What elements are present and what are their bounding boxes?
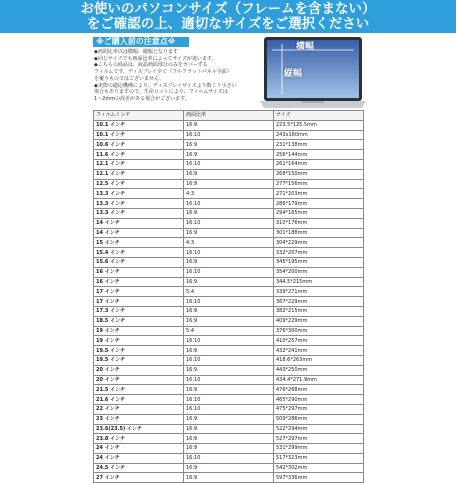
table-row xyxy=(94,130,364,140)
cell-inch: 23 インチ xyxy=(94,414,184,424)
table-row xyxy=(94,375,364,385)
cell-inch: 19.5 インチ xyxy=(94,355,184,365)
cell-ratio: 4:3 xyxy=(184,189,274,199)
cell-ratio: 16:10 xyxy=(184,218,274,228)
cell-ratio: 16:9 xyxy=(184,414,274,424)
notice-label: ※ご購入前の注意点※ xyxy=(93,37,189,47)
cell-inch: 27 インチ xyxy=(94,473,184,483)
cell-inch: 13.3 インチ xyxy=(94,189,184,199)
cell-size: 418.6*263mm xyxy=(274,355,364,365)
table-row xyxy=(94,444,364,454)
cell-size: 432*241mm xyxy=(274,346,364,356)
cell-ratio: 16:9 xyxy=(184,444,274,454)
cell-size: 294*165mm xyxy=(274,208,364,218)
table-row xyxy=(94,287,364,297)
cell-inch: 24 インチ xyxy=(94,453,184,463)
cell-inch: 15 インチ xyxy=(94,238,184,248)
cell-ratio: 16:9 xyxy=(184,208,274,218)
cell-inch: 20 インチ xyxy=(94,375,184,385)
cell-inch: 17.3 インチ xyxy=(94,306,184,316)
cell-size: 434.4*271.9mm xyxy=(274,375,364,385)
cell-inch: 24.5 インチ xyxy=(94,463,184,473)
cell-inch: 15.6 インチ xyxy=(94,257,184,267)
table-row xyxy=(94,228,364,238)
table-row xyxy=(94,473,364,483)
cell-inch: 12.1 インチ xyxy=(94,169,184,179)
cell-size: 475*297mm xyxy=(274,404,364,414)
table-body xyxy=(94,120,364,482)
table-row xyxy=(94,238,364,248)
cell-ratio: 16:10 xyxy=(184,248,274,258)
header-title-line1: お使いのパソコンサイズ（フレームを含まない） xyxy=(80,1,376,17)
cell-ratio: 16:10 xyxy=(184,297,274,307)
cell-ratio: 16:9 xyxy=(184,346,274,356)
table-row xyxy=(94,336,364,346)
cell-size: 409*229mm xyxy=(274,316,364,326)
table-row xyxy=(94,306,364,316)
cell-ratio: 16:10 xyxy=(184,355,274,365)
table-row xyxy=(94,316,364,326)
cell-size: 223.5*125.5mm xyxy=(274,120,364,130)
cell-ratio: 16:9 xyxy=(184,120,274,130)
cell-size: 304*229mm xyxy=(274,238,364,248)
cell-size: 410*257mm xyxy=(274,336,364,346)
cell-size: 465*290mm xyxy=(274,395,364,405)
cell-ratio: 16:10 xyxy=(184,375,274,385)
cell-ratio: 16:9 xyxy=(184,257,274,267)
cell-inch: 10.1 インチ xyxy=(94,120,184,130)
cell-ratio: 16:10 xyxy=(184,159,274,169)
cell-size: 310*176mm xyxy=(274,218,364,228)
cell-ratio: 16:9 xyxy=(184,365,274,375)
table-row xyxy=(94,267,364,277)
cell-inch: 14 インチ xyxy=(94,218,184,228)
cell-inch: 22 インチ xyxy=(94,404,184,414)
cell-inch: 21.6 インチ xyxy=(94,395,184,405)
cell-ratio: 16:10 xyxy=(184,130,274,140)
cell-ratio: 16:9 xyxy=(184,150,274,160)
cell-inch: 17 インチ xyxy=(94,297,184,307)
cell-size: 476*268mm xyxy=(274,385,364,395)
table-row xyxy=(94,395,364,405)
cell-ratio: 16:10 xyxy=(184,453,274,463)
cell-inch: 23.6(23.5) インチ xyxy=(94,424,184,434)
cell-inch: 23.8 インチ xyxy=(94,434,184,444)
cell-ratio: 16:9 xyxy=(184,228,274,238)
cell-size: 522*294mm xyxy=(274,424,364,434)
cell-ratio: 16:9 xyxy=(184,473,274,483)
cell-ratio: 5:4 xyxy=(184,326,274,336)
notice-list xyxy=(94,49,254,103)
cell-size: 243x160mm xyxy=(274,130,364,140)
table-row xyxy=(94,140,364,150)
cell-size: 443*250mm xyxy=(274,365,364,375)
table-row xyxy=(94,208,364,218)
cell-inch: 16 インチ xyxy=(94,267,184,277)
horizontal-label: 横幅 xyxy=(296,42,315,52)
cell-size: 332*207mm xyxy=(274,248,364,258)
cell-size: 301*188mm xyxy=(274,228,364,238)
notice-line: 1〜2mmの誤差がある場合がございます。 xyxy=(94,95,190,102)
table-row xyxy=(94,365,364,375)
cell-ratio: 16:10 xyxy=(184,336,274,346)
table-row xyxy=(94,385,364,395)
cell-size: 286*179mm xyxy=(274,199,364,209)
cell-inch: 18.5 インチ xyxy=(94,316,184,326)
cell-size: 367*229mm xyxy=(274,297,364,307)
cell-ratio: 16:9 xyxy=(184,277,274,287)
cell-inch: 11.6 インチ xyxy=(94,150,184,160)
table-header-row xyxy=(94,111,364,121)
cell-size: 256*144mm xyxy=(274,150,364,160)
table-row xyxy=(94,463,364,473)
cell-size: 268*150mm xyxy=(274,169,364,179)
cell-size: 344.5*215mm xyxy=(274,277,364,287)
cell-inch: 16 インチ xyxy=(94,277,184,287)
laptop-illustration xyxy=(258,34,368,112)
cell-inch: 17 インチ xyxy=(94,287,184,297)
table-row xyxy=(94,248,364,258)
vertical-label: 縦幅 xyxy=(284,69,303,79)
column-header-ratio: 画面比率 xyxy=(184,111,274,121)
notice-line: ◆こちらの商品は、液晶画面部分のみをカバーする xyxy=(94,62,208,69)
cell-inch: 13.3 インチ xyxy=(94,208,184,218)
cell-ratio: 16:9 xyxy=(184,434,274,444)
header-banner xyxy=(0,0,456,33)
table-row xyxy=(94,150,364,160)
table-row xyxy=(94,277,364,287)
table-row xyxy=(94,179,364,189)
cell-inch: 14 インチ xyxy=(94,228,184,238)
notice-line: ◆画面比率以は横幅：縦幅となります xyxy=(94,49,178,55)
cell-inch: 24 インチ xyxy=(94,444,184,454)
cell-ratio: 16:9 xyxy=(184,306,274,316)
table-row xyxy=(94,453,364,463)
cell-size: 271*203mm xyxy=(274,189,364,199)
cell-inch: 12.5 インチ xyxy=(94,179,184,189)
column-header-inch: フィルムインチ xyxy=(94,111,184,121)
cell-ratio: 16:9 xyxy=(184,169,274,179)
size-table xyxy=(93,110,364,483)
cell-size: 261*164mm xyxy=(274,159,364,169)
table-row xyxy=(94,297,364,307)
table-row xyxy=(94,355,364,365)
notice-line: ◆実際の適応機種により、ディスプレイサイズより数ミリ小さい xyxy=(94,82,237,89)
notice-line: を覆うものではございません。 xyxy=(94,75,165,82)
table-row xyxy=(94,199,364,209)
cell-inch: 19 インチ xyxy=(94,336,184,346)
cell-inch: 10.6 インチ xyxy=(94,140,184,150)
table-row xyxy=(94,414,364,424)
cell-ratio: 16:9 xyxy=(184,463,274,473)
cell-inch: 19 インチ xyxy=(94,326,184,336)
cell-ratio: 16:10 xyxy=(184,404,274,414)
header-title-line2: をご確認の上、適切なサイズをご選択ください xyxy=(86,16,370,32)
cell-size: 517*323mm xyxy=(274,453,364,463)
cell-ratio: 16:10 xyxy=(184,395,274,405)
cell-ratio: 16:10 xyxy=(184,267,274,277)
cell-inch: 15.4 インチ xyxy=(94,248,184,258)
table-row xyxy=(94,120,364,130)
cell-ratio: 16:10 xyxy=(184,199,274,209)
table-row xyxy=(94,326,364,336)
cell-ratio: 16:9 xyxy=(184,385,274,395)
cell-inch: 13.3 インチ xyxy=(94,199,184,209)
cell-size: 542*302mm xyxy=(274,463,364,473)
cell-size: 345*195mm xyxy=(274,257,364,267)
notice-line: フィルムです。ディスプレイ全て（フルフラットパネル全面） xyxy=(94,69,232,76)
table-row xyxy=(94,434,364,444)
column-header-size: サイズ xyxy=(274,111,364,121)
cell-inch: 19.5 インチ xyxy=(94,346,184,356)
cell-inch: 10.1 インチ xyxy=(94,130,184,140)
cell-ratio: 5:4 xyxy=(184,287,274,297)
table-row xyxy=(94,169,364,179)
table-row xyxy=(94,189,364,199)
cell-size: 339*271mm xyxy=(274,287,364,297)
cell-ratio: 4:3 xyxy=(184,238,274,248)
table-row xyxy=(94,346,364,356)
cell-size: 231*138mm xyxy=(274,140,364,150)
cell-size: 376*300mm xyxy=(274,326,364,336)
cell-ratio: 16:9 xyxy=(184,140,274,150)
cell-size: 531*299mm xyxy=(274,444,364,454)
cell-ratio: 16:9 xyxy=(184,179,274,189)
cell-size: 527*297mm xyxy=(274,434,364,444)
table-row xyxy=(94,257,364,267)
cell-ratio: 16:9 xyxy=(184,424,274,434)
cell-size: 597*336mm xyxy=(274,473,364,483)
table-row xyxy=(94,424,364,434)
cell-size: 277*156mm xyxy=(274,179,364,189)
notice-line: ◆同じサイズでも画面比率によってサイズが違います。 xyxy=(94,55,217,62)
cell-inch: 20 インチ xyxy=(94,365,184,375)
table-row xyxy=(94,159,364,169)
cell-inch: 21.5 インチ xyxy=(94,385,184,395)
notice-line: 場合もありますので、生産ロットにより、フィルムサイズは xyxy=(94,89,228,96)
table-row xyxy=(94,404,364,414)
cell-size: 354*200mm xyxy=(274,267,364,277)
cell-ratio: 16:9 xyxy=(184,316,274,326)
cell-size: 509*286mm xyxy=(274,414,364,424)
cell-size: 382*215mm xyxy=(274,306,364,316)
table-row xyxy=(94,218,364,228)
cell-inch: 12.1 インチ xyxy=(94,159,184,169)
